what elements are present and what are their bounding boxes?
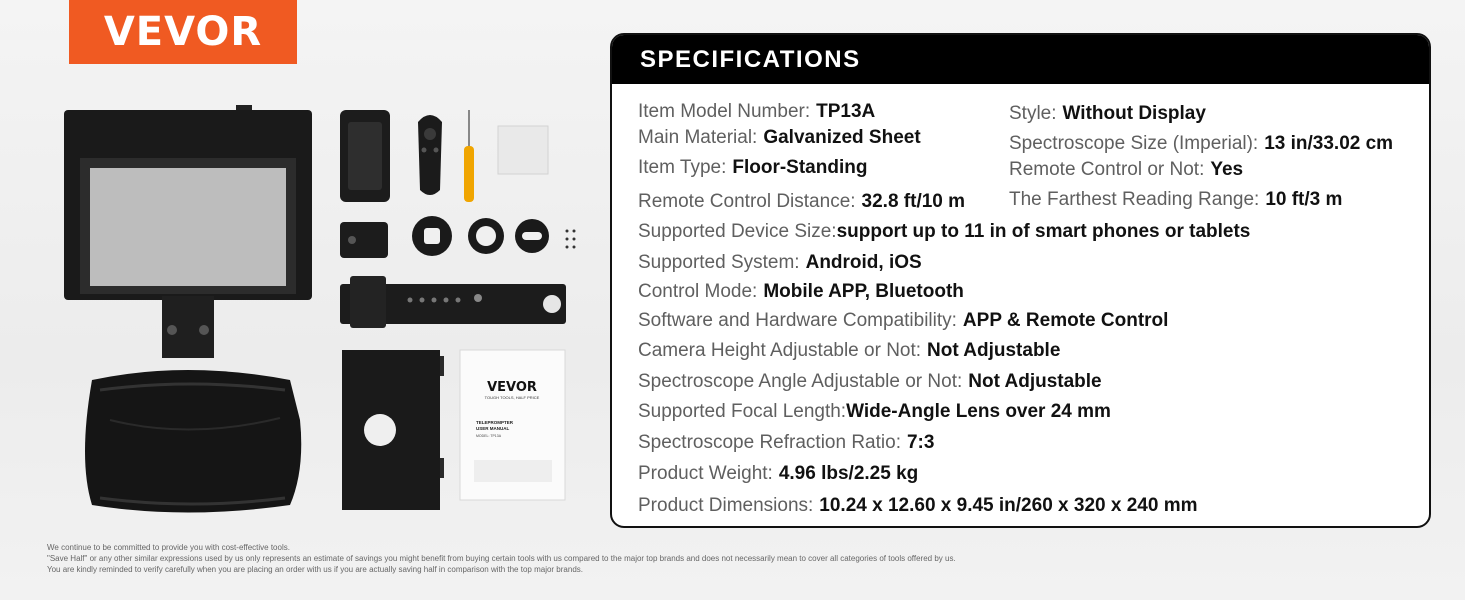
spec-label: Spectroscope Refraction Ratio: [638, 432, 901, 453]
phone-holder-icon [340, 110, 390, 202]
manual-brand: VEVOR [487, 380, 537, 395]
spec-label: Software and Hardware Compatibility: [638, 310, 957, 331]
spec-row-weight [638, 463, 918, 485]
spec-row-compatibility [638, 310, 1168, 332]
spec-label: Product Weight: [638, 463, 773, 484]
manual-title-line1: TELEPROMPTER [476, 420, 514, 425]
user-manual-icon [460, 350, 565, 500]
disclaimer-line: "Save Half" or any other similar expressions used by us only represents an estimate of savings you might benefit from buying certain tools with us compared to the major top brands and does not necessarily mean to cover all categories of tools offered by us. [47, 554, 956, 563]
spec-value: support up to 11 in of smart phones or tablets [836, 221, 1251, 242]
spec-label: Spectroscope Size (Imperial): [1009, 133, 1259, 154]
manual-model: MODEL: TP13A [476, 434, 502, 438]
spec-row-style [1009, 103, 1206, 125]
fabric-hood-icon [85, 370, 301, 513]
spec-row-spectroscope-size [1009, 133, 1393, 155]
spec-row-model [638, 101, 875, 123]
lens-adapter-ring-icon [412, 216, 576, 256]
spec-value: 13 in/33.02 cm [1264, 133, 1394, 154]
specifications-title: SPECIFICATIONS [612, 35, 1429, 84]
spec-label: Product Dimensions: [638, 495, 814, 516]
spec-row-refraction-ratio [638, 432, 934, 454]
spec-label: Supported Device Size: [638, 221, 837, 242]
remote-control-icon [418, 115, 442, 195]
spec-row-focal-length [638, 401, 1111, 423]
spec-value: Floor-Standing [732, 157, 868, 178]
spec-row-control-mode [638, 281, 964, 303]
spec-label: Camera Height Adjustable or Not: [638, 340, 922, 361]
spec-value: APP & Remote Control [962, 310, 1169, 331]
spec-row-remote-distance [638, 191, 965, 213]
spec-label: Style: [1009, 103, 1057, 124]
spec-label: Item Type: [638, 157, 727, 178]
spec-row-supported-system [638, 252, 922, 274]
spec-value: Android, iOS [805, 252, 922, 273]
spec-value: 32.8 ft/10 m [861, 191, 966, 212]
spec-value: Not Adjustable [927, 340, 1061, 361]
spec-label: Spectroscope Angle Adjustable or Not: [638, 371, 963, 392]
mounting-rail-icon [340, 276, 566, 328]
teleprompter-hood-icon [64, 105, 312, 358]
spec-label: The Farthest Reading Range: [1009, 189, 1260, 210]
spec-value: 7:3 [906, 432, 935, 453]
base-plate-icon [342, 350, 444, 510]
brand-logo-text: VEVOR [103, 9, 263, 55]
product-components-illustration [0, 0, 600, 540]
disclaimer-text [47, 542, 956, 575]
cleaning-cloth-icon [498, 126, 548, 174]
spec-value: 10.24 x 12.60 x 9.45 in/260 x 320 x 240 mm [819, 495, 1198, 516]
spec-label: Supported System: [638, 252, 800, 273]
spec-row-device-size [638, 221, 1250, 243]
disclaimer-line: You are kindly reminded to verify carefully when you are placing an order with us if you are actually saving half in comparison with the top major brands. [47, 565, 583, 574]
spec-value: TP13A [816, 101, 876, 122]
spec-row-camera-height [638, 340, 1060, 362]
spec-row-material [638, 127, 921, 149]
spec-label: Item Model Number: [638, 101, 811, 122]
spec-label: Main Material: [638, 127, 758, 148]
spec-row-remote-control [1009, 159, 1243, 181]
spec-value: Mobile APP, Bluetooth [763, 281, 964, 302]
disclaimer-line: We continue to be committed to provide you with cost-effective tools. [47, 543, 290, 552]
spec-value: Not Adjustable [968, 371, 1102, 392]
spec-value: Wide-Angle Lens over 24 mm [846, 401, 1111, 422]
spec-label: Control Mode: [638, 281, 758, 302]
spec-label: Remote Control or Not: [1009, 159, 1205, 180]
screwdriver-icon [464, 110, 474, 202]
specifications-panel [610, 33, 1431, 528]
manual-title-line2: USER MANUAL [476, 426, 510, 431]
spec-row-spectroscope-angle [638, 371, 1102, 393]
spec-row-dimensions [638, 495, 1197, 517]
spec-label: Remote Control Distance: [638, 191, 856, 212]
spec-value: 10 ft/3 m [1265, 189, 1343, 210]
manual-tagline: TOUGH TOOLS, HALF PRICE [484, 395, 540, 400]
spec-row-item-type [638, 157, 867, 179]
spec-row-reading-range [1009, 189, 1342, 211]
spec-label: Supported Focal Length: [638, 401, 847, 422]
mount-clamp-icon [340, 222, 388, 258]
spec-value: Yes [1210, 159, 1244, 180]
spec-value: 4.96 lbs/2.25 kg [778, 463, 919, 484]
spec-value: Without Display [1062, 103, 1206, 124]
spec-value: Galvanized Sheet [763, 127, 921, 148]
